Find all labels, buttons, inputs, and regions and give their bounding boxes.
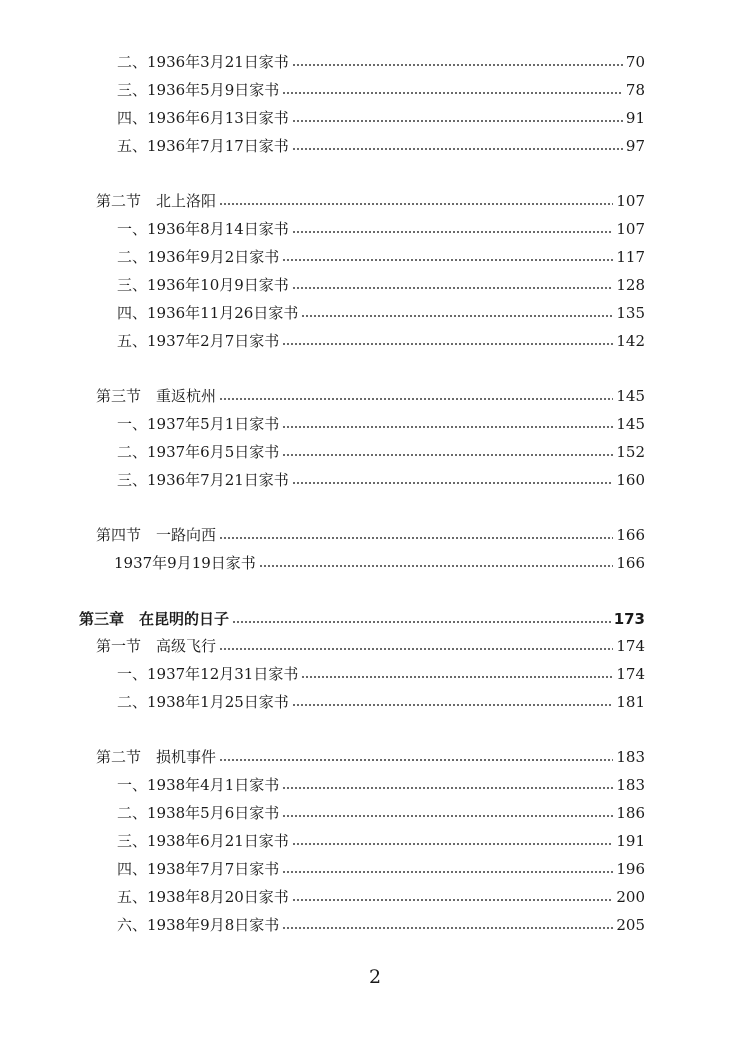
toc-entry-title: 第二节 北上洛阳 bbox=[96, 192, 217, 210]
toc-entry bbox=[117, 771, 645, 799]
toc-entry-title: 第三章 在昆明的日子 bbox=[79, 610, 230, 628]
toc-entry-title: 三、1936年7月21日家书 bbox=[117, 471, 289, 489]
toc-entry bbox=[117, 132, 645, 160]
dot-leader bbox=[219, 398, 613, 400]
toc-chapter bbox=[79, 605, 645, 633]
toc-entry bbox=[117, 410, 645, 438]
toc-section bbox=[96, 382, 645, 410]
toc-entry-title: 一、1938年4月1日家书 bbox=[117, 776, 280, 794]
toc-page-number: 145 bbox=[616, 415, 645, 433]
toc-page-number: 152 bbox=[616, 443, 645, 461]
toc-entry bbox=[117, 883, 645, 911]
toc-entry bbox=[117, 688, 645, 716]
dot-leader bbox=[292, 899, 614, 901]
toc-page-number: 200 bbox=[616, 888, 645, 906]
toc-entry-title: 五、1936年7月17日家书 bbox=[117, 137, 289, 155]
dot-leader bbox=[292, 287, 614, 289]
toc-page-number: 107 bbox=[616, 220, 645, 238]
toc-entry bbox=[117, 438, 645, 466]
toc-entry bbox=[117, 215, 645, 243]
toc-entry bbox=[117, 48, 645, 76]
toc-page-number: 181 bbox=[616, 693, 645, 711]
toc-entry bbox=[117, 827, 645, 855]
dot-leader bbox=[292, 704, 614, 706]
toc-entry-title: 一、1936年8月14日家书 bbox=[117, 220, 289, 238]
toc-entry-title: 五、1937年2月7日家书 bbox=[117, 332, 280, 350]
dot-leader bbox=[219, 203, 613, 205]
toc-entry bbox=[117, 271, 645, 299]
toc-entry-title: 四、1936年6月13日家书 bbox=[117, 109, 289, 127]
toc-entry bbox=[117, 855, 645, 883]
toc-entry bbox=[114, 549, 645, 577]
toc-entry-title: 六、1938年9月8日家书 bbox=[117, 916, 280, 934]
toc-page-number: 97 bbox=[625, 137, 645, 155]
dot-leader bbox=[292, 482, 614, 484]
toc-entry bbox=[117, 799, 645, 827]
toc-page-number: 70 bbox=[625, 53, 645, 71]
toc-page-number: 186 bbox=[616, 804, 645, 822]
toc-entry-title: 二、1936年9月2日家书 bbox=[117, 248, 280, 266]
toc-page-number: 142 bbox=[616, 332, 645, 350]
toc-page-number: 174 bbox=[616, 637, 645, 655]
toc-entry-title: 三、1936年10月9日家书 bbox=[117, 276, 289, 294]
toc-entry-title: 1937年9月19日家书 bbox=[114, 554, 256, 572]
dot-leader bbox=[301, 315, 613, 317]
toc-page-number: 196 bbox=[616, 860, 645, 878]
toc-page-number: 145 bbox=[616, 387, 645, 405]
toc-entry-title: 二、1936年3月21日家书 bbox=[117, 53, 289, 71]
toc-page-number: 135 bbox=[616, 304, 645, 322]
dot-leader bbox=[292, 231, 614, 233]
toc-page-number: 191 bbox=[616, 832, 645, 850]
toc-entry bbox=[117, 466, 645, 494]
toc-section bbox=[96, 521, 645, 549]
toc-page-number: 174 bbox=[616, 665, 645, 683]
toc-entry bbox=[117, 327, 645, 355]
dot-leader bbox=[282, 787, 613, 789]
dot-leader bbox=[301, 676, 613, 678]
dot-leader bbox=[292, 148, 623, 150]
toc-page-number: 91 bbox=[625, 109, 645, 127]
toc-page-number: 107 bbox=[616, 192, 645, 210]
toc-entry-title: 三、1938年6月21日家书 bbox=[117, 832, 289, 850]
toc-entry-title: 第二节 损机事件 bbox=[96, 748, 217, 766]
dot-leader bbox=[282, 426, 613, 428]
toc-entry-title: 二、1938年5月6日家书 bbox=[117, 804, 280, 822]
toc-entry-title: 第一节 高级飞行 bbox=[96, 637, 217, 655]
toc-entry-title: 三、1936年5月9日家书 bbox=[117, 81, 280, 99]
toc-entry bbox=[117, 243, 645, 271]
toc-page-number: 160 bbox=[616, 471, 645, 489]
toc-page-number: 205 bbox=[616, 916, 645, 934]
dot-leader bbox=[219, 537, 613, 539]
toc-entry bbox=[117, 104, 645, 132]
dot-leader bbox=[282, 259, 613, 261]
toc-section bbox=[96, 743, 645, 771]
toc-page-number: 183 bbox=[616, 776, 645, 794]
toc-entry-title: 一、1937年5月1日家书 bbox=[117, 415, 280, 433]
dot-leader bbox=[282, 815, 613, 817]
toc-page-number: 128 bbox=[616, 276, 645, 294]
toc-entry bbox=[117, 911, 645, 939]
toc-entry-title: 四、1938年7月7日家书 bbox=[117, 860, 280, 878]
dot-leader bbox=[282, 454, 613, 456]
toc-entry-title: 二、1937年6月5日家书 bbox=[117, 443, 280, 461]
dot-leader bbox=[219, 648, 613, 650]
dot-leader bbox=[282, 92, 623, 94]
toc-entry-title: 五、1938年8月20日家书 bbox=[117, 888, 289, 906]
dot-leader bbox=[282, 343, 613, 345]
toc-section bbox=[96, 187, 645, 215]
toc-section bbox=[96, 632, 645, 660]
toc-entry-title: 二、1938年1月25日家书 bbox=[117, 693, 289, 711]
toc-page-number: 117 bbox=[616, 248, 645, 266]
toc-entry-title: 一、1937年12月31日家书 bbox=[117, 665, 299, 683]
dot-leader bbox=[282, 927, 613, 929]
toc-entry-title: 第四节 一路向西 bbox=[96, 526, 217, 544]
toc-entry-title: 第三节 重返杭州 bbox=[96, 387, 217, 405]
dot-leader bbox=[292, 64, 623, 66]
dot-leader bbox=[232, 621, 611, 623]
toc-entry bbox=[117, 660, 645, 688]
toc-entry bbox=[117, 299, 645, 327]
dot-leader bbox=[292, 120, 623, 122]
dot-leader bbox=[259, 565, 614, 567]
dot-leader bbox=[219, 759, 613, 761]
toc-page-number: 78 bbox=[625, 81, 645, 99]
toc-page-number: 173 bbox=[613, 610, 645, 628]
toc-page-number: 166 bbox=[616, 526, 645, 544]
dot-leader bbox=[282, 871, 613, 873]
toc-entry-title: 四、1936年11月26日家书 bbox=[117, 304, 299, 322]
toc-page-number: 166 bbox=[616, 554, 645, 572]
page-number: 2 bbox=[368, 966, 382, 988]
toc-entry bbox=[117, 76, 645, 104]
dot-leader bbox=[292, 843, 614, 845]
toc-page-number: 183 bbox=[616, 748, 645, 766]
